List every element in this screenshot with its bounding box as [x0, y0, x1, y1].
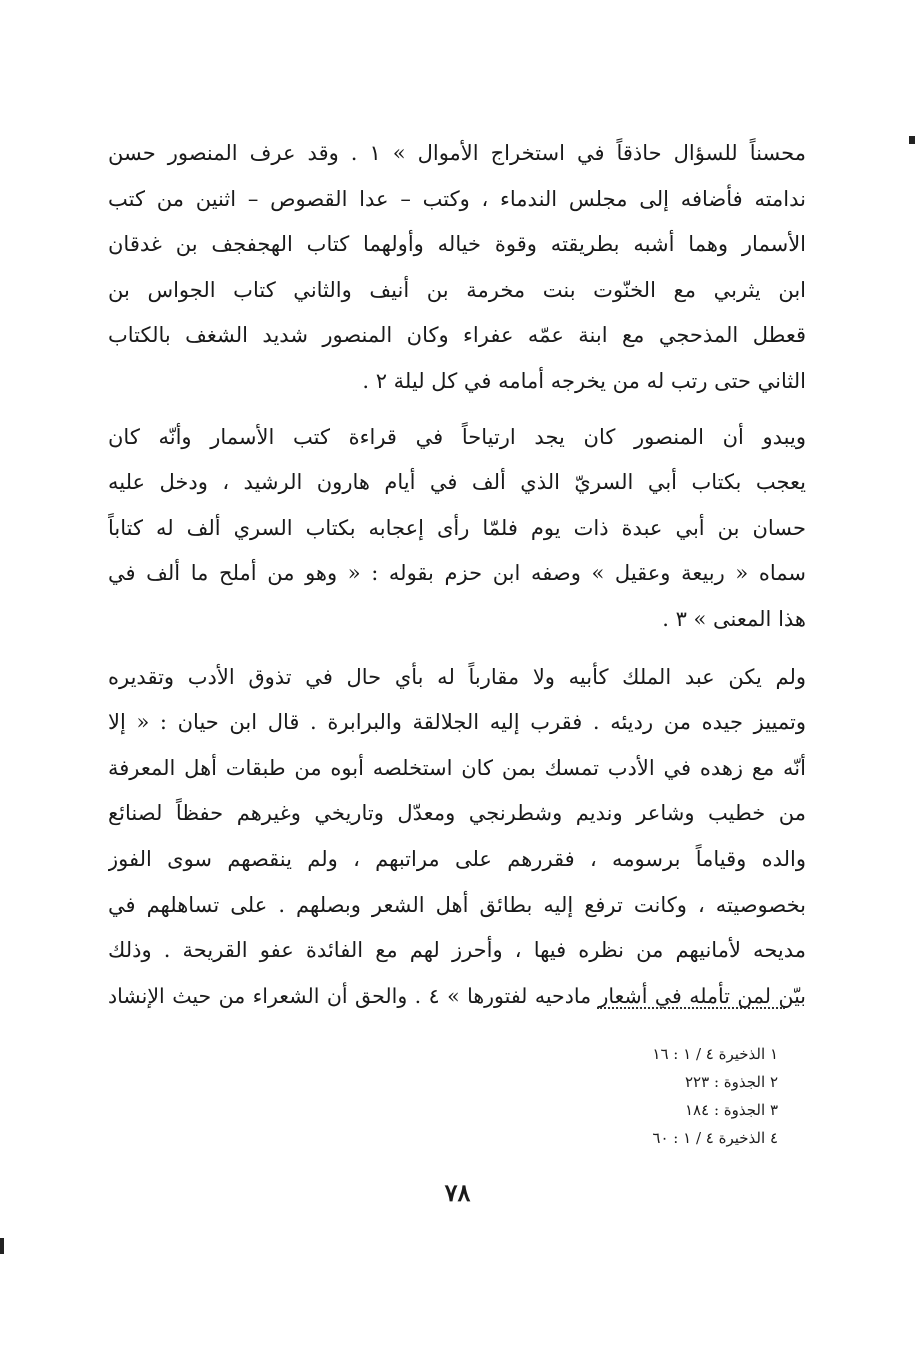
text-line: محسناً للسؤال حاذقاً في استخراج الأموال » ١ . وقد عرف المنصور حسن: [108, 141, 806, 165]
text-line: ولم يكن عبد الملك كأبيه ولا مقارباً له بأي حال في تذوق الأدب وتقديره: [108, 664, 806, 689]
text-line: أنّه مع زهده في الأدب تمسك بمن كان استخلصه أبوه من طبقات أهل المعرفة: [108, 755, 806, 780]
text-line: ابن يثربي مع الخنّوت بنت مخرمة بن أنيف والثاني كتاب الجواس بن: [108, 277, 806, 302]
text-line: وتمييز جيده من رديئه . فقرب إليه الجلالقة والبرابرة . قال ابن حيان : « إلا: [108, 710, 806, 735]
footnotes: [560, 1040, 778, 1152]
text-line: سماه « ربيعة وعقيل » وصفه ابن حزم بقوله : « وهو من أملح ما ألف في: [108, 561, 806, 586]
footnote-1: ١ الذخيرة ٤ / ١ : ١٦: [652, 1045, 778, 1063]
text-line: بخصوصيته ، وكانت ترفع إليه بطائق أهل الشعر وبصلهم . على تساهلهم في: [108, 892, 806, 917]
text-line: من خطيب وشاعر ونديم وشطرنجي ومعدّل وتاريخي وغيرهم حفظاً لصنائع: [108, 801, 806, 826]
text-line: حسان بن أبي عبدة ذات يوم فلمّا رأى إعجابه بكتاب السري ألف له كتاباً: [108, 515, 806, 540]
page-number: ٧٨: [444, 1178, 471, 1207]
scan-edge-mark: [0, 1238, 4, 1254]
text-line: بيّن لمن تأمله في أشعار مادحيه لفتورها » ٤ . والحق أن الشعراء من حيث الإنشاد: [108, 983, 806, 1008]
text-line: الثاني حتى رتب له من يخرجه أمامه في كل ليلة ٢ .: [362, 368, 806, 393]
text-line: ويبدو أن المنصور كان يجد ارتياحاً في قراءة كتب الأسمار وأنّه كان: [108, 424, 806, 449]
text-line: يعجب بكتاب أبي السريّ الذي ألف في أيام هارون الرشيد ، ودخل عليه: [108, 470, 806, 495]
text-line: ندامته فأضافه إلى مجلس الندماء ، وكتب – عدا القصوص – اثنين من كتب: [108, 186, 806, 211]
text-line: قعطل المذحجي مع ابنة عمّه عفراء وكان المنصور شديد الشغف بالكتاب: [108, 323, 806, 348]
paragraph-2: [108, 415, 806, 643]
footnote-2: ٢ الجذوة : ٢٢٣: [685, 1073, 778, 1091]
text-line: هذا المعنى » ٣ .: [662, 606, 806, 631]
footnote-separator: [597, 1007, 785, 1009]
paragraph-1: [108, 131, 806, 405]
text-line: والده وقياماً برسومه ، فقررهم على مراتبهم ، ولم ينقصهم سوى الفوز: [108, 846, 806, 871]
main-text: [108, 131, 806, 1019]
footnote-4: ٤ الذخيرة ٤ / ١ : ٦٠: [652, 1129, 778, 1147]
footnote-3: ٣ الجذوة : ١٨٤: [685, 1101, 778, 1119]
text-line: مديحه لأمانيهم من نظره فيها ، وأحرز لهم مع الفائدة عفو القريحة . وذلك: [108, 938, 806, 963]
text-line: الأسمار وهما أشبه بطريقته وقوة خياله وأولهما كتاب الهجفجف بن غدقان: [108, 232, 806, 257]
scan-edge-mark: [909, 136, 915, 144]
paragraph-3: [108, 655, 806, 1020]
